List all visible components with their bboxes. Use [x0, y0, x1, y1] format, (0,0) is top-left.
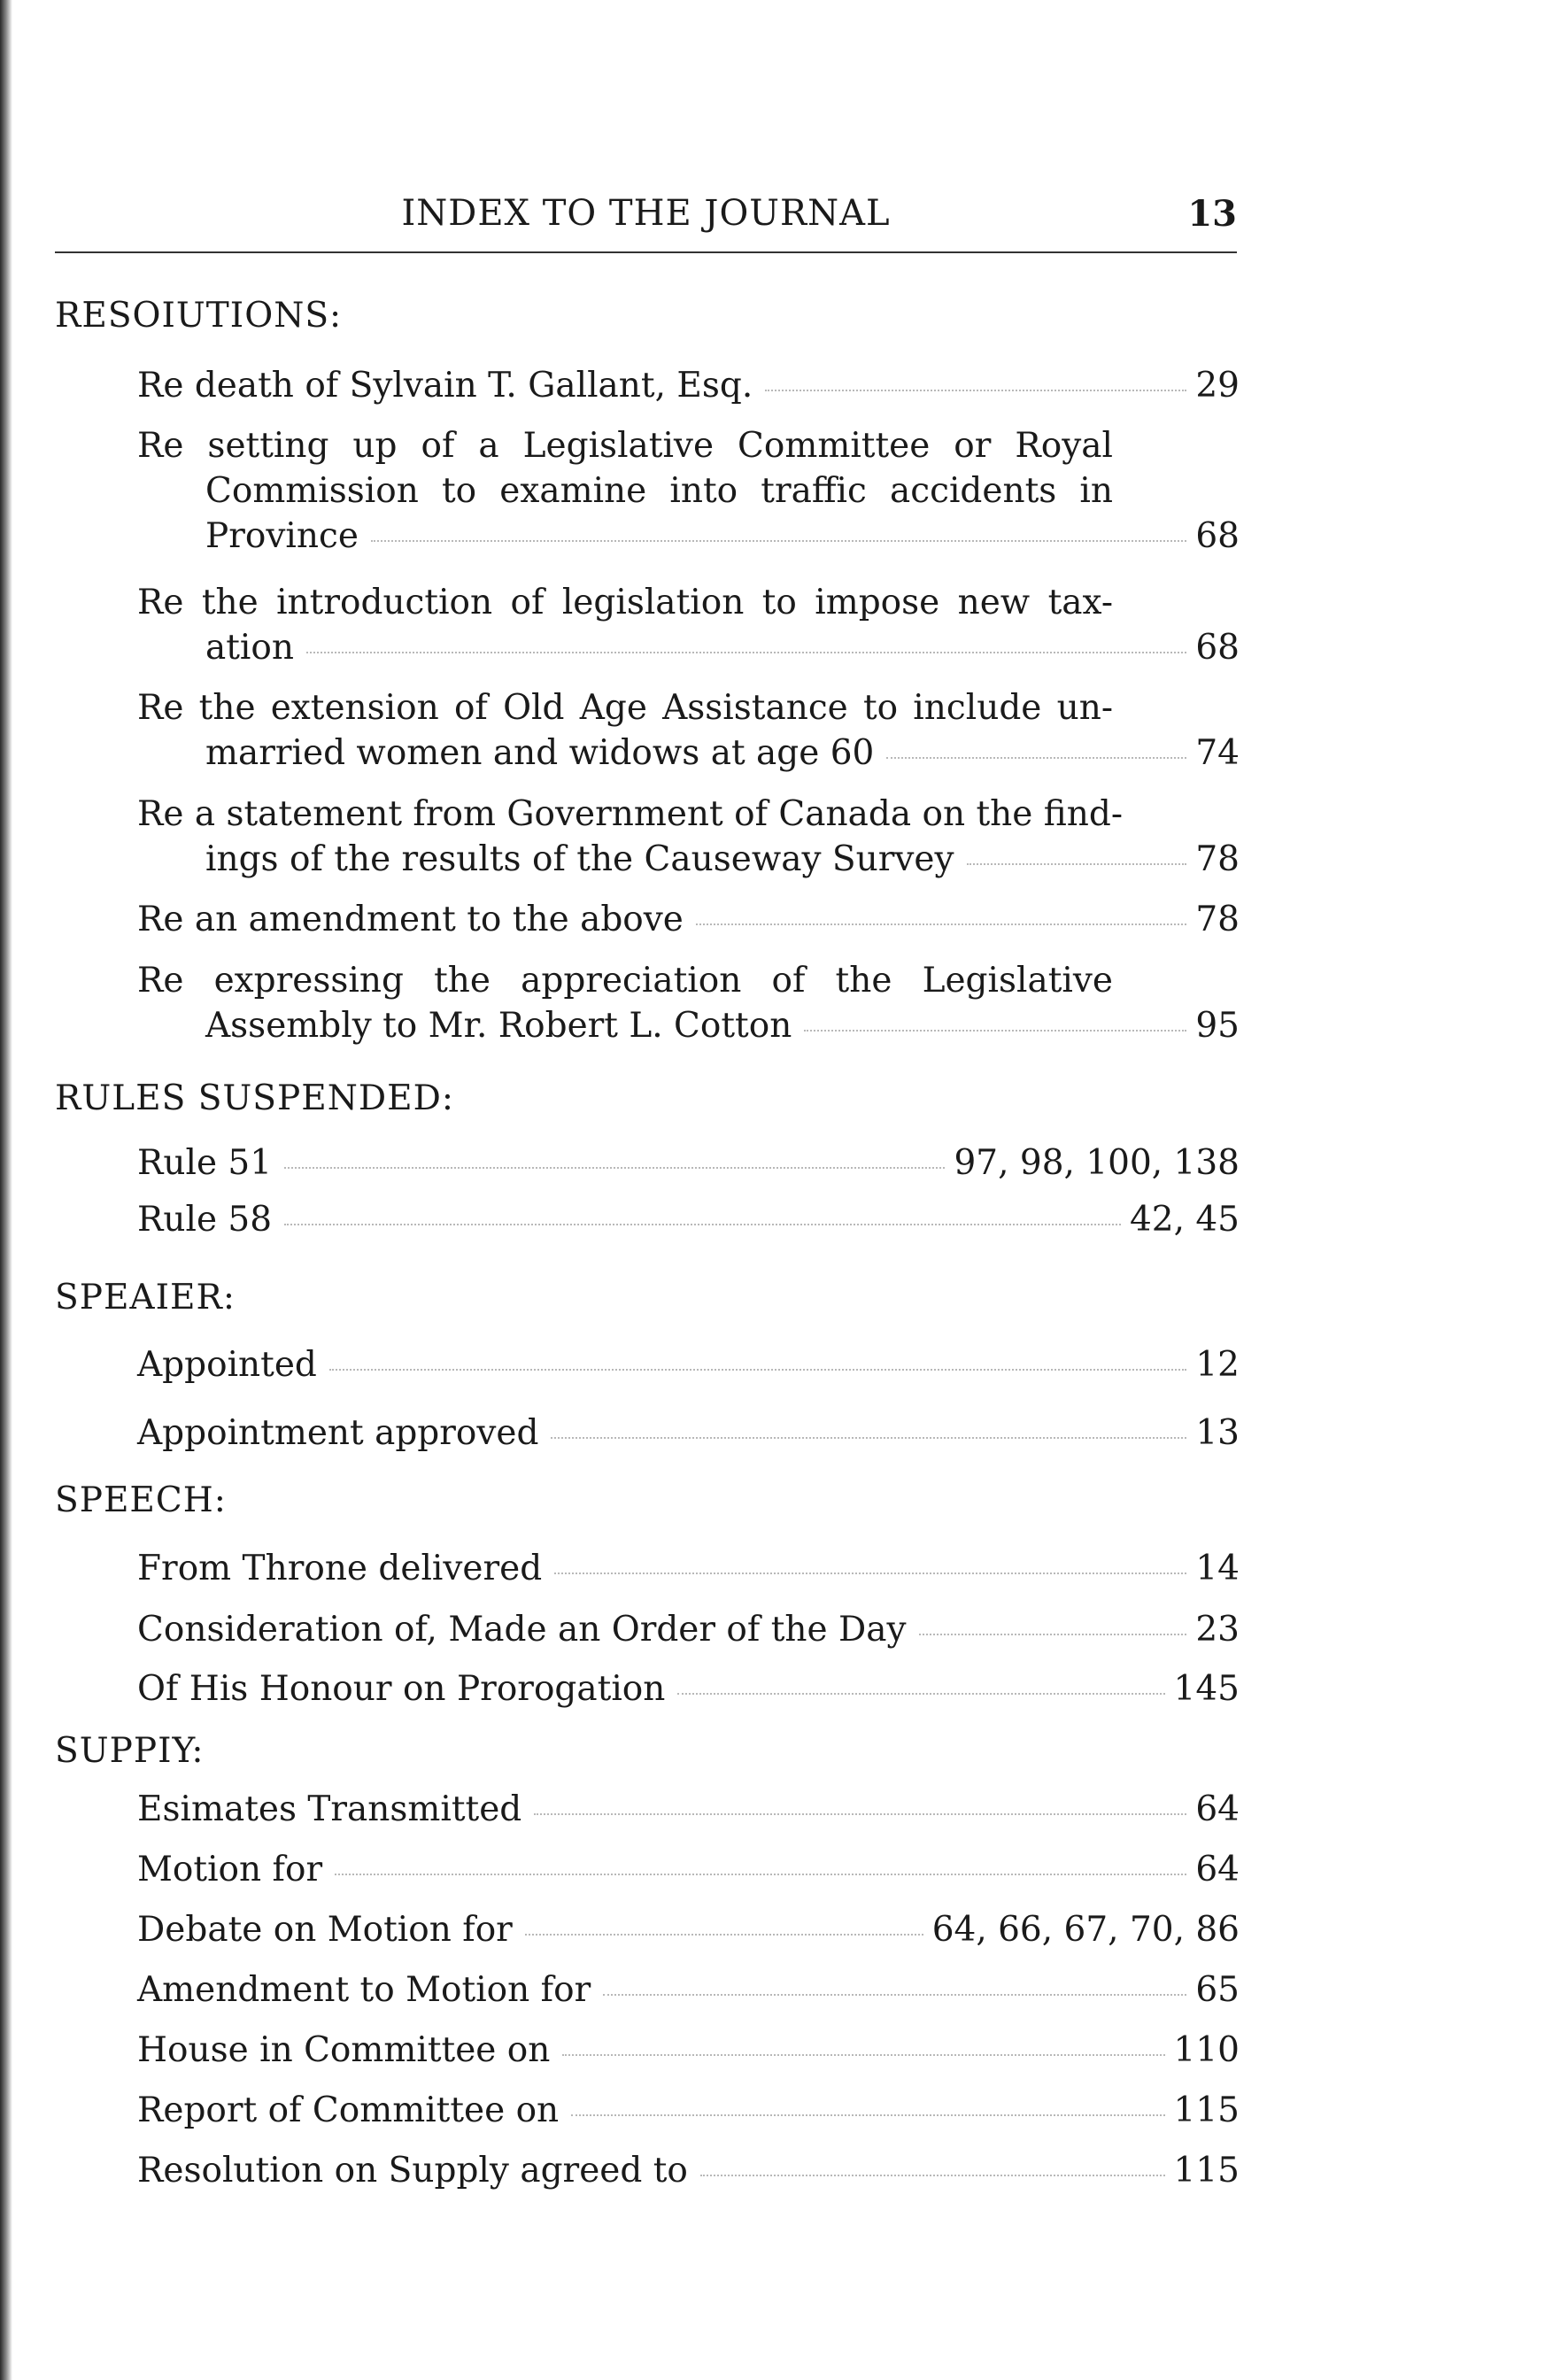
entry-pages: 97, 98, 100, 138	[954, 1143, 1240, 1183]
dot-leader	[534, 1813, 1186, 1815]
section-heading-rules-suspended: RULES SUSPENDED:	[55, 1078, 454, 1118]
dot-leader	[525, 1934, 923, 1936]
index-entry	[137, 685, 1240, 776]
section-heading-supply: SUPPIY:	[55, 1731, 205, 1771]
dot-leader	[284, 1167, 945, 1169]
dot-leader	[804, 1030, 1186, 1032]
dot-leader	[700, 2175, 1165, 2176]
dot-leader	[886, 757, 1186, 759]
entry-text: From Throne delivered	[137, 1549, 543, 1588]
dot-leader	[335, 1874, 1186, 1875]
dot-leader	[571, 2114, 1164, 2116]
entry-text: Report of Committee on	[137, 2090, 560, 2130]
index-entry	[137, 897, 1240, 942]
entry-pages: 64	[1195, 1850, 1240, 1889]
scan-edge-shadow	[0, 0, 12, 2380]
entry-text: married women and widows at age 60	[205, 733, 875, 773]
entry-pages: 115	[1173, 2090, 1240, 2130]
entry-text: Re setting up of a Legislative Committee or Royal	[137, 426, 1113, 466]
entry-text: Re the extension of Old Age Assistance to include un-	[137, 688, 1113, 728]
page-number: 13	[1187, 193, 1237, 235]
entry-text: House in Committee on	[137, 2030, 551, 2070]
entry-pages: 14	[1195, 1549, 1240, 1588]
entry-pages: 29	[1195, 366, 1240, 406]
entry-pages: 42, 45	[1129, 1200, 1240, 1240]
entry-text: Rule 51	[137, 1143, 273, 1183]
entry-pages: 65	[1195, 1970, 1240, 2010]
entry-pages: 68	[1195, 516, 1240, 556]
entry-text: Debate on Motion for	[137, 1910, 513, 1950]
entry-text: Province	[205, 516, 359, 556]
entry-text: ation	[205, 628, 294, 668]
section-heading-speech: SPEECH:	[55, 1480, 227, 1520]
index-entry	[137, 2028, 1240, 2073]
dot-leader	[603, 1994, 1186, 1996]
entry-text: Amendment to Motion for	[137, 1970, 591, 2010]
index-entry	[137, 1847, 1240, 1892]
index-entry	[137, 580, 1240, 670]
entry-pages: 78	[1195, 900, 1240, 939]
entry-text: Re death of Sylvain T. Gallant, Esq.	[137, 366, 753, 406]
dot-leader	[329, 1369, 1186, 1371]
entry-text: Re the introduction of legislation to impose new tax-	[137, 583, 1113, 622]
index-entry	[137, 1967, 1240, 2013]
page-title: INDEX TO THE JOURNAL	[401, 193, 891, 234]
entry-pages: 110	[1173, 2030, 1240, 2070]
dot-leader	[967, 863, 1187, 865]
section-heading-speaker: SPEAIER:	[55, 1278, 236, 1318]
entry-pages: 78	[1195, 839, 1240, 879]
dot-leader	[696, 923, 1186, 925]
entry-pages: 95	[1195, 1006, 1240, 1046]
header-rule	[55, 251, 1237, 253]
entry-pages: 13	[1195, 1413, 1240, 1453]
entry-text: Esimates Transmitted	[137, 1789, 522, 1829]
index-entry	[137, 1197, 1240, 1242]
index-entry	[137, 2148, 1240, 2193]
dot-leader	[677, 1693, 1164, 1695]
index-entry	[137, 958, 1240, 1048]
index-entry	[137, 1787, 1240, 1832]
index-entry	[137, 1607, 1240, 1652]
index-entry	[137, 1342, 1240, 1387]
entry-text: Motion for	[137, 1850, 323, 1889]
section-heading-resolutions: RESOIUTIONS:	[55, 296, 343, 336]
entry-pages: 115	[1173, 2151, 1240, 2191]
index-entry	[137, 1907, 1240, 1952]
entry-text: Of His Honour on Prorogation	[137, 1669, 666, 1709]
entry-pages: 12	[1195, 1345, 1240, 1385]
dot-leader	[306, 652, 1186, 653]
entry-text: Consideration of, Made an Order of the Day	[137, 1610, 907, 1650]
dot-leader	[919, 1634, 1187, 1635]
index-entry	[137, 1546, 1240, 1591]
index-entry	[137, 423, 1240, 559]
dot-leader	[562, 2054, 1164, 2056]
entry-text: Re expressing the appreciation of the Legislative	[137, 961, 1113, 1001]
dot-leader	[371, 540, 1186, 542]
entry-text: Rule 58	[137, 1200, 273, 1240]
page-header	[55, 193, 1237, 243]
entry-text: ings of the results of the Causeway Survey	[205, 839, 954, 879]
entry-text: Resolution on Supply agreed to	[137, 2151, 688, 2191]
entry-pages: 23	[1195, 1610, 1240, 1650]
index-entry	[137, 792, 1240, 882]
index-entry	[137, 363, 1240, 408]
entry-text: Re an amendment to the above	[137, 900, 684, 939]
entry-text: Appointment approved	[137, 1413, 539, 1453]
entry-text: Commission to examine into traffic accidents in	[205, 471, 1113, 511]
entry-text: Appointed	[137, 1345, 317, 1385]
entry-pages: 64, 66, 67, 70, 86	[931, 1910, 1240, 1950]
index-entry	[137, 2088, 1240, 2133]
entry-pages: 74	[1195, 733, 1240, 773]
dot-leader	[554, 1572, 1186, 1574]
entry-text: Re a statement from Government of Canada on the find-	[137, 794, 1124, 834]
dot-leader	[765, 390, 1186, 391]
index-entry	[137, 1410, 1240, 1456]
entry-pages: 64	[1195, 1789, 1240, 1829]
index-entry	[137, 1666, 1240, 1712]
entry-pages: 145	[1173, 1669, 1240, 1709]
index-entry	[137, 1140, 1240, 1186]
dot-leader	[551, 1437, 1186, 1439]
entry-pages: 68	[1195, 628, 1240, 668]
entry-text: Assembly to Mr. Robert L. Cotton	[205, 1006, 792, 1046]
dot-leader	[284, 1224, 1121, 1225]
